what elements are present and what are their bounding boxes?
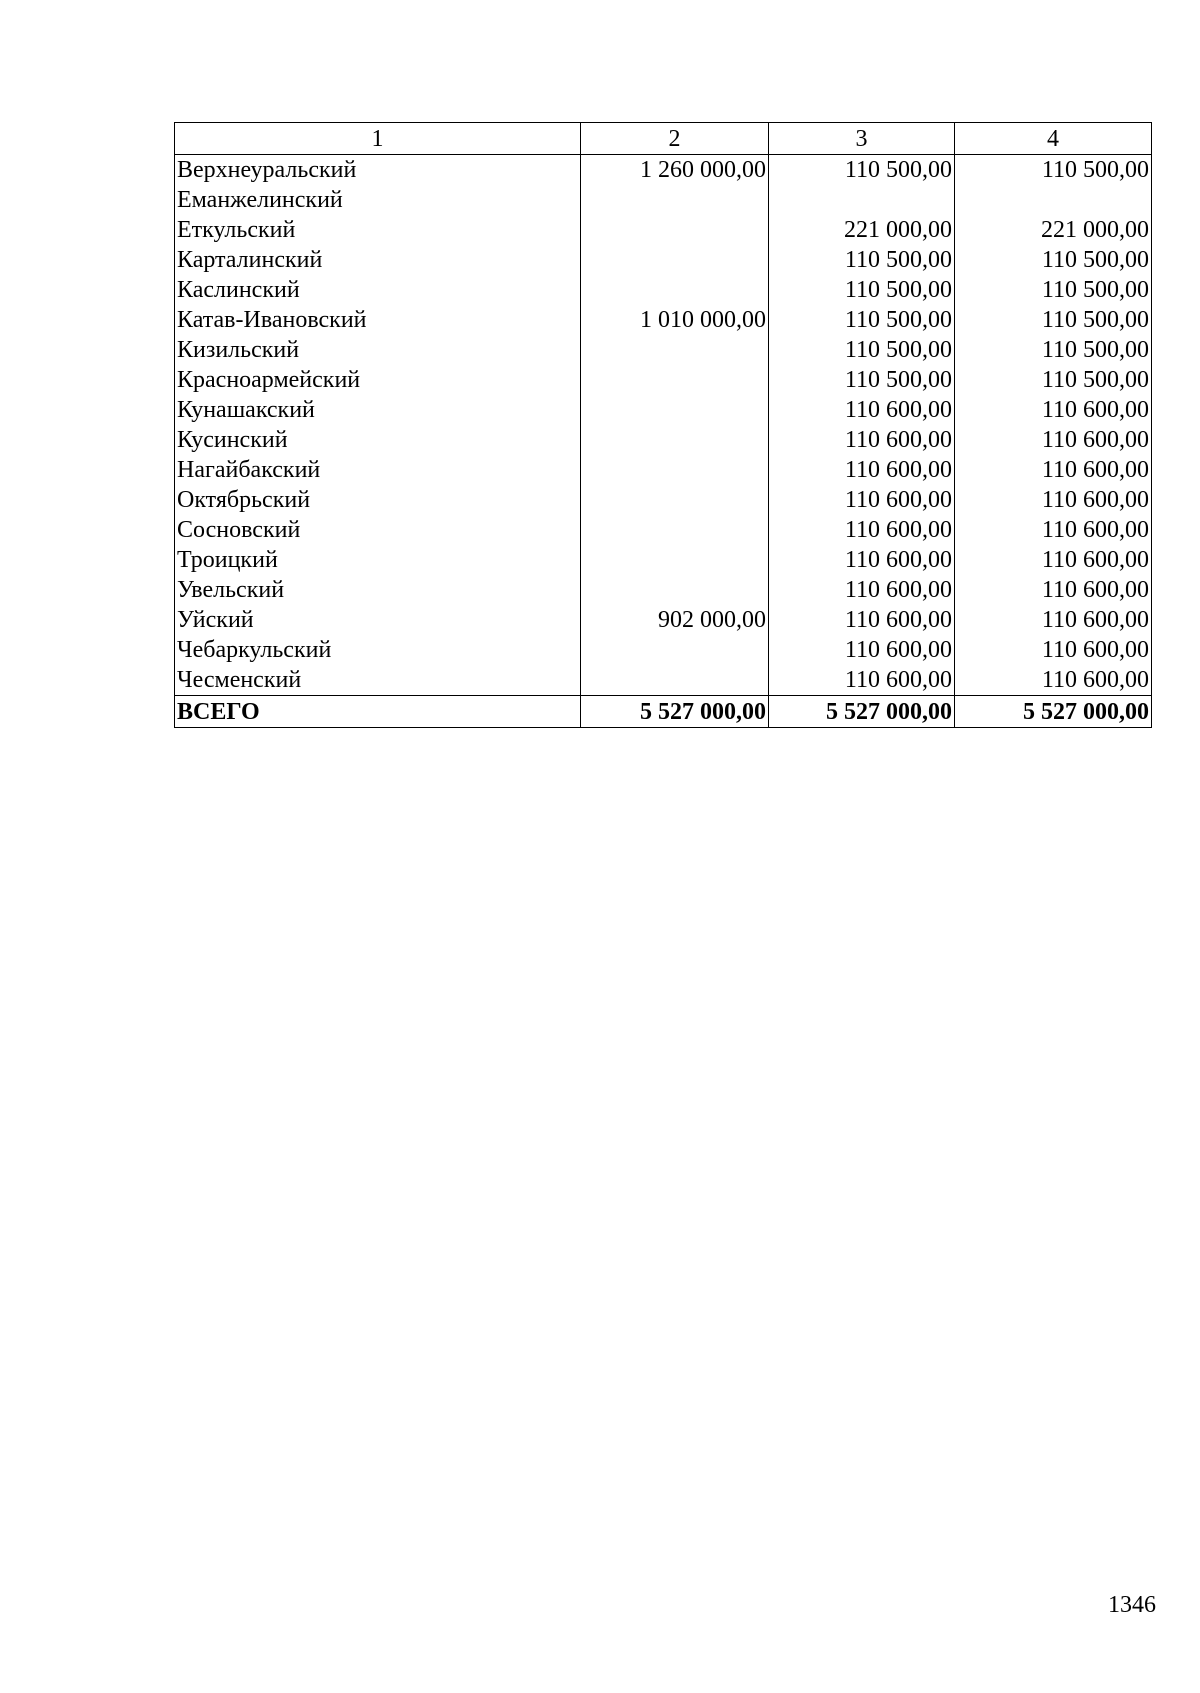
column-2-cell	[581, 515, 769, 545]
column-3-cell: 110 500,00	[769, 245, 955, 275]
column-4-cell: 110 500,00	[955, 275, 1152, 305]
column-2-cell	[581, 275, 769, 305]
district-name-cell: Октябрьский	[175, 485, 581, 515]
column-3-cell: 110 500,00	[769, 275, 955, 305]
column-4-cell: 110 600,00	[955, 575, 1152, 605]
column-4-cell: 110 600,00	[955, 485, 1152, 515]
table-row	[175, 155, 1152, 186]
district-name-cell: Кусинский	[175, 425, 581, 455]
total-row	[175, 696, 1152, 728]
column-4-cell	[955, 185, 1152, 215]
column-4-cell: 110 600,00	[955, 425, 1152, 455]
column-header-3: 3	[769, 123, 955, 155]
column-2-cell: 902 000,00	[581, 605, 769, 635]
column-4-cell: 110 500,00	[955, 365, 1152, 395]
column-4-cell: 110 600,00	[955, 455, 1152, 485]
district-name-cell: Кунашакский	[175, 395, 581, 425]
table-row	[175, 485, 1152, 515]
table-row	[175, 305, 1152, 335]
total-column-3: 5 527 000,00	[769, 696, 955, 728]
column-3-cell: 110 500,00	[769, 335, 955, 365]
table-row	[175, 455, 1152, 485]
table-row	[175, 515, 1152, 545]
column-header-2: 2	[581, 123, 769, 155]
column-4-cell: 110 600,00	[955, 605, 1152, 635]
table-row	[175, 185, 1152, 215]
table-row	[175, 365, 1152, 395]
table-body	[175, 155, 1152, 696]
column-4-cell: 110 600,00	[955, 395, 1152, 425]
district-name-cell: Верхнеуральский	[175, 155, 581, 186]
column-2-cell	[581, 215, 769, 245]
column-2-cell: 1 260 000,00	[581, 155, 769, 186]
column-4-cell: 110 500,00	[955, 245, 1152, 275]
column-3-cell: 110 600,00	[769, 425, 955, 455]
column-3-cell: 110 600,00	[769, 575, 955, 605]
district-name-cell: Нагайбакский	[175, 455, 581, 485]
column-2-cell	[581, 485, 769, 515]
district-name-cell: Еманжелинский	[175, 185, 581, 215]
column-4-cell: 110 600,00	[955, 635, 1152, 665]
column-header-1: 1	[175, 123, 581, 155]
district-name-cell: Чебаркульский	[175, 635, 581, 665]
column-4-cell: 110 500,00	[955, 305, 1152, 335]
column-3-cell: 110 600,00	[769, 605, 955, 635]
column-2-cell	[581, 455, 769, 485]
table-header-row	[175, 123, 1152, 155]
table-row	[175, 275, 1152, 305]
column-4-cell: 110 500,00	[955, 155, 1152, 186]
column-3-cell: 110 600,00	[769, 455, 955, 485]
column-2-cell	[581, 335, 769, 365]
column-2-cell	[581, 395, 769, 425]
column-2-cell	[581, 635, 769, 665]
column-3-cell: 110 600,00	[769, 635, 955, 665]
column-2-cell: 1 010 000,00	[581, 305, 769, 335]
column-2-cell	[581, 245, 769, 275]
column-3-cell: 110 600,00	[769, 665, 955, 696]
column-3-cell: 110 500,00	[769, 365, 955, 395]
district-name-cell: Кизильский	[175, 335, 581, 365]
table-row	[175, 575, 1152, 605]
allocation-table	[174, 122, 1152, 728]
column-4-cell: 110 500,00	[955, 335, 1152, 365]
column-4-cell: 110 600,00	[955, 515, 1152, 545]
district-name-cell: Сосновский	[175, 515, 581, 545]
column-3-cell	[769, 185, 955, 215]
district-name-cell: Троицкий	[175, 545, 581, 575]
district-name-cell: Увельский	[175, 575, 581, 605]
page-number: 1346	[1108, 1592, 1156, 1618]
table-row	[175, 665, 1152, 696]
table-row	[175, 635, 1152, 665]
column-3-cell: 110 600,00	[769, 485, 955, 515]
column-3-cell: 110 600,00	[769, 545, 955, 575]
column-3-cell: 221 000,00	[769, 215, 955, 245]
column-4-cell: 110 600,00	[955, 665, 1152, 696]
district-name-cell: Красноармейский	[175, 365, 581, 395]
district-name-cell: Карталинский	[175, 245, 581, 275]
column-2-cell	[581, 365, 769, 395]
column-4-cell: 110 600,00	[955, 545, 1152, 575]
column-2-cell	[581, 185, 769, 215]
column-3-cell: 110 600,00	[769, 395, 955, 425]
total-column-4: 5 527 000,00	[955, 696, 1152, 728]
table-row	[175, 335, 1152, 365]
column-3-cell: 110 500,00	[769, 305, 955, 335]
column-2-cell	[581, 665, 769, 696]
district-name-cell: Чесменский	[175, 665, 581, 696]
district-name-cell: Катав-Ивановский	[175, 305, 581, 335]
total-label: ВСЕГО	[175, 696, 581, 728]
column-2-cell	[581, 425, 769, 455]
column-header-4: 4	[955, 123, 1152, 155]
district-name-cell: Каслинский	[175, 275, 581, 305]
table-row	[175, 215, 1152, 245]
district-name-cell: Еткульский	[175, 215, 581, 245]
table-row	[175, 395, 1152, 425]
total-column-2: 5 527 000,00	[581, 696, 769, 728]
table-row	[175, 545, 1152, 575]
column-3-cell: 110 500,00	[769, 155, 955, 186]
column-2-cell	[581, 575, 769, 605]
column-2-cell	[581, 545, 769, 575]
table-row	[175, 605, 1152, 635]
column-4-cell: 221 000,00	[955, 215, 1152, 245]
table-row	[175, 245, 1152, 275]
table-row	[175, 425, 1152, 455]
district-name-cell: Уйский	[175, 605, 581, 635]
column-3-cell: 110 600,00	[769, 515, 955, 545]
